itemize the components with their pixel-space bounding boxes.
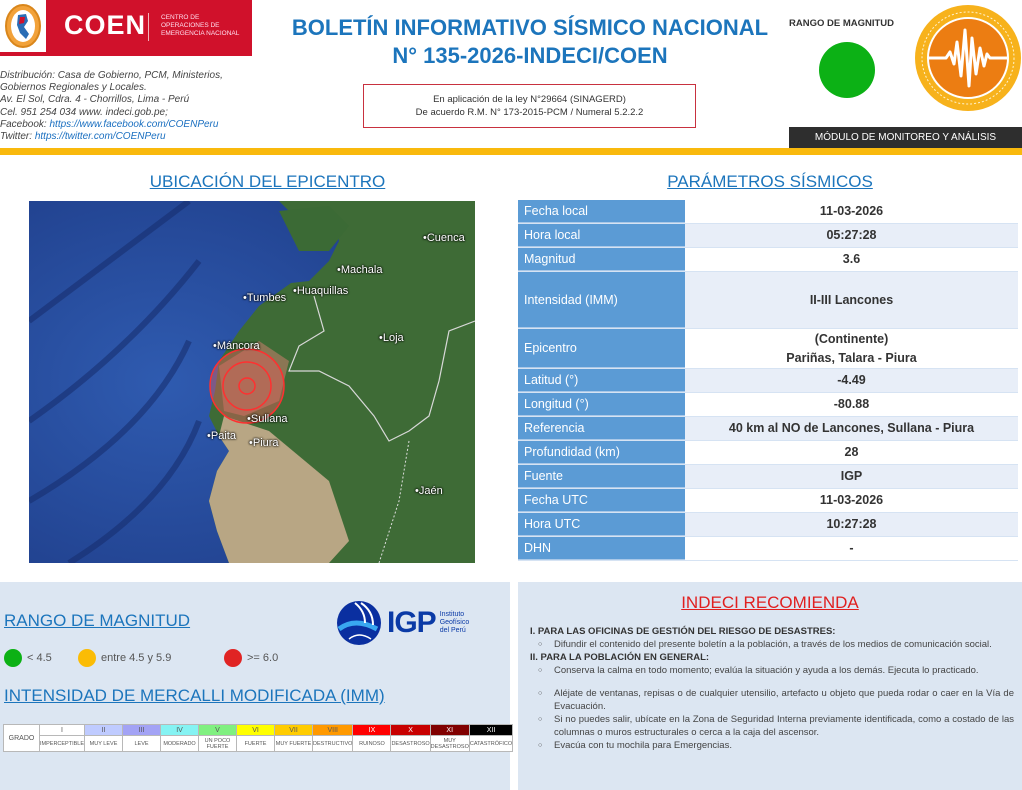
param-value [685,200,1018,223]
subtitle-line: OPERACIONES DE [161,22,220,29]
grado-label: GRADO [4,725,40,752]
param-row [518,329,1018,369]
distribution-line: Gobiernos Regionales y Locales. [0,82,147,94]
map-place-label [415,485,443,497]
legend-label: < 4.5 [27,652,52,664]
param-key: DHN [518,537,685,560]
mercalli-grade: IX [353,725,391,736]
shield-icon [4,3,42,49]
seismograph-icon [914,4,1022,112]
recommendations-heading: INDECI RECOMIENDA [681,593,859,612]
param-key: Fecha local [518,200,685,223]
param-value [685,417,1018,440]
param-value-text: 10:27:28 [826,517,877,531]
place-name: Máncora [216,340,260,352]
section-title: I. PARA LAS OFICINAS DE GESTIÓN DEL RIESGO DE DESASTRES: [530,626,836,637]
param-value-text: 05:27:28 [826,228,877,242]
place-dot-icon: • [423,232,427,244]
distribution-info [0,70,223,143]
place-name: Loja [382,332,404,344]
law-line: En aplicación de la ley N°29664 (SINAGERD) [433,94,626,105]
mercalli-grade: XI [430,725,469,736]
mercalli-grade: VI [237,725,275,736]
map-place-label [379,332,404,344]
bulletin-number: N° 135-2026-INDECI/COEN [392,43,668,68]
mercalli-grade: V [199,725,237,736]
param-value-text: 28 [844,445,859,459]
twitter-link[interactable]: https://twitter.com/COENPeru [34,131,166,143]
param-value [685,224,1018,247]
place-dot-icon: • [293,285,297,297]
place-dot-icon: • [379,332,383,344]
facebook-line [0,119,223,131]
igp-wordmark: IGP [387,606,436,639]
param-value [685,465,1018,488]
igp-subtitle-line: Geofísico [439,619,470,626]
parameters-heading: PARÁMETROS SÍSMICOS [667,172,873,191]
place-dot-icon: • [213,340,217,352]
map-labels [29,201,475,563]
place-name: Tumbes [246,292,287,304]
recommendation-item: ○ Evacúa con tu mochila para Emergencias. [538,739,1014,752]
place-name: Piura [252,437,279,449]
param-key: Fuente [518,465,685,488]
law-reference-box [363,84,696,128]
param-row [518,272,1018,329]
param-value [685,272,1018,328]
map-place-label [249,437,279,449]
module-banner: MÓDULO DE MONITOREO Y ANÁLISIS [789,127,1022,148]
igp-subtitle [440,611,470,635]
mercalli-grade: VII [275,725,313,736]
twitter-line [0,131,223,143]
recommendation-item: ○ Aléjate de ventanas, repisas o de cualquier utensilio, artefacto u objeto que pueda rodar o caer en la Vía de Evacuación. [538,687,1014,713]
param-key: Magnitud [518,248,685,271]
epicenter-heading: UBICACIÓN DEL EPICENTRO [149,172,386,191]
bulletin-title [280,14,780,70]
map-place-label [293,285,348,297]
facebook-label: Facebook: [0,118,50,130]
place-dot-icon: • [243,292,247,304]
header-divider [0,148,1022,155]
subtitle-line: CENTRO DE [161,14,200,21]
map-place-label [423,232,465,244]
igp-emblem-icon [335,599,383,647]
mercalli-grade: X [391,725,430,736]
place-name: Cuenca [426,232,465,244]
map-place-label [207,430,236,442]
param-value [685,537,1018,560]
legend-label: >= 6.0 [247,652,279,664]
recommendation-item: ○ Conserva la calma en todo momento; evalúa la situación y ayuda a los demás. Ejecuta lo practicado. [538,664,1014,677]
place-dot-icon: • [415,485,419,497]
mercalli-description: IMPERCEPTIBLE [40,736,85,752]
facebook-link[interactable]: https://www.facebook.com/COENPeru [49,118,219,130]
recommendation-item: ○ Si no puedes salir, ubícate en la Zona de Seguridad Interna previamente identificada, como a costado de las columnas o muros estructurales o cerca a la caja del ascensor. [538,713,1014,739]
place-dot-icon: • [337,264,341,276]
param-row [518,224,1018,248]
param-key: Referencia [518,417,685,440]
param-value-text: - [849,541,854,555]
param-row [518,441,1018,465]
legend-label: entre 4.5 y 5.9 [101,652,172,664]
param-value-text: -4.49 [837,373,866,387]
mercalli-description: LEVE [123,736,161,752]
mercalli-description: RUINOSO [353,736,391,752]
place-dot-icon: • [207,430,211,442]
param-key: Hora local [518,224,685,247]
map-place-label [213,340,260,352]
magnitude-legend-heading: RANGO DE MAGNITUD [4,611,191,630]
param-value-text: Pariñas, Talara - Piura [786,350,917,365]
param-value-text: II-III Lancones [809,292,894,307]
contact-line: Cel. 951 254 034 www. indeci.gob.pe; [0,106,168,118]
mercalli-description: MUY DESASTROSO [430,737,469,750]
param-value [685,393,1018,416]
title-line: BOLETÍN INFORMATIVO SÍSMICO NACIONAL [291,15,769,40]
param-value-text: 3.6 [842,252,861,266]
param-key: Longitud (°) [518,393,685,416]
mercalli-grade: XII [469,725,512,736]
epicenter-map[interactable] [29,201,475,563]
seismic-parameters-table [518,200,1018,561]
magnitude-indicator-dot [819,42,875,98]
coen-subtitle [161,14,239,38]
twitter-label: Twitter: [0,131,35,143]
param-row [518,393,1018,417]
subtitle-line: EMERGENCIA NACIONAL [161,30,240,37]
distribution-line: Distribución: Casa de Gobierno, PCM, Ministerios, [0,70,223,81]
place-name: Huaquillas [296,285,349,297]
divider [148,13,149,41]
indeci-shield-logo [0,0,46,52]
mercalli-grade: IV [161,725,199,736]
param-value [685,513,1018,536]
param-key: Latitud (°) [518,369,685,392]
yellow-dot-icon [78,649,96,667]
law-line: De acuerdo R.M. N° 173-2015-PCM / Numeral 5.2.2.2 [415,107,644,118]
mercalli-grade: VIII [313,725,353,736]
param-value-text: -80.88 [833,397,870,411]
map-place-label [243,292,286,304]
section2-items [538,664,1014,752]
param-value [685,369,1018,392]
param-value-text: 40 km al NO de Lancones, Sullana - Piura [728,421,975,435]
place-name: Machala [340,264,383,276]
recommendation-item: ○ Difundir el contenido del presente boletín a la población, a través de los medios de comunicación social. [538,638,1014,651]
param-value [685,329,1018,368]
param-value-text: 11-03-2026 [819,204,884,218]
place-dot-icon: • [249,437,253,449]
param-row [518,489,1018,513]
map-place-label [247,413,288,425]
param-row [518,465,1018,489]
magnitude-range-label: RANGO DE MAGNITUD [789,18,895,29]
section1-items [538,638,1014,651]
mercalli-scale-table [3,724,513,752]
recommendations-list [530,625,1014,752]
legend-item-high [224,649,278,667]
param-key: Profundidad (km) [518,441,685,464]
param-value-text: (Continente) [814,331,889,346]
place-name: Sullana [250,413,288,425]
red-dot-icon [224,649,242,667]
param-row [518,513,1018,537]
mercalli-description: MODERADO [161,736,199,752]
igp-logo [335,599,495,647]
mercalli-description: DESTRUCTIVO [313,736,353,752]
param-key: Hora UTC [518,513,685,536]
map-place-label [337,264,382,276]
mercalli-grade: I [40,725,85,736]
place-dot-icon: • [247,413,251,425]
section-title: II. PARA LA POBLACIÓN EN GENERAL: [530,652,710,663]
igp-subtitle-line: Instituto [439,611,465,618]
legend-item-medium [78,649,224,667]
place-name: Paita [210,430,236,442]
param-value-text: IGP [840,469,863,483]
param-row [518,537,1018,561]
param-row [518,369,1018,393]
mercalli-grade: III [123,725,161,736]
param-value [685,441,1018,464]
param-value [685,489,1018,512]
mercalli-description: MUY FUERTE [275,736,313,752]
legend-item-low [4,649,78,667]
mercalli-description: UN POCO FUERTE [199,736,237,752]
igp-subtitle-line: del Perú [439,627,466,634]
coen-wordmark: COEN [64,10,147,40]
param-value [685,248,1018,271]
param-key: Epicentro [518,329,685,368]
param-value-text: 11-03-2026 [819,493,884,507]
mercalli-description: DESASTROSO [391,736,430,752]
mercalli-heading: INTENSIDAD DE MERCALLI MODIFICADA (IMM) [4,686,385,705]
magnitude-legend [4,649,278,667]
place-name: Jaén [418,485,443,497]
param-row [518,417,1018,441]
param-row [518,200,1018,224]
mercalli-grade: II [85,725,123,736]
mercalli-description: MUY LEVE [85,736,123,752]
address-line: Av. El Sol, Cdra. 4 - Chorrillos, Lima - Perú [0,94,190,106]
param-key: Fecha UTC [518,489,685,512]
mercalli-description: CATASTRÓFICO [469,736,512,752]
mercalli-description: FUERTE [237,736,275,752]
green-dot-icon [4,649,22,667]
param-key: Intensidad (IMM) [518,272,685,328]
param-row [518,248,1018,272]
